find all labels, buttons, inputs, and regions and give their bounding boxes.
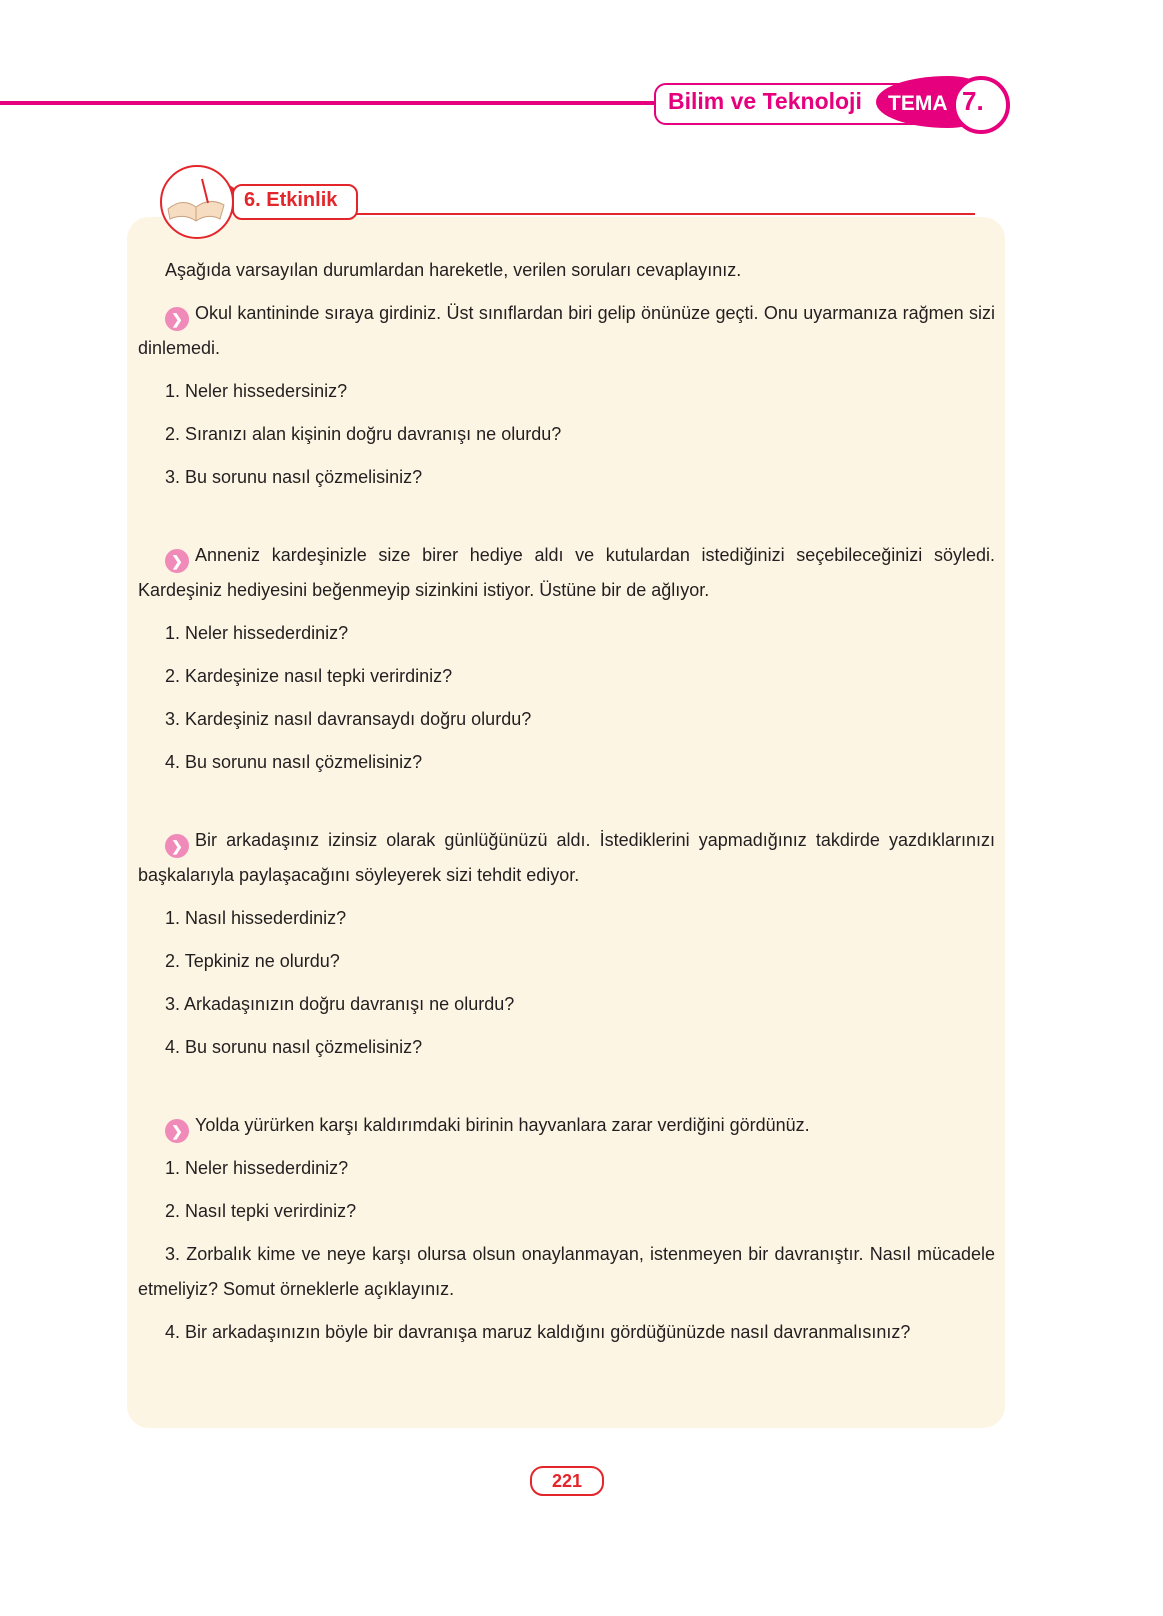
question: 1. Nasıl hissederdiniz? <box>165 908 347 928</box>
question: 1. Neler hissederdiniz? <box>165 1158 349 1178</box>
activity-title: 6. Etkinlik <box>244 189 338 211</box>
activity-content <box>138 253 995 1358</box>
question: 2. Nasıl tepki verirdiniz? <box>165 1201 357 1221</box>
question: 4. Bu sorunu nasıl çözmelisiniz? <box>165 1037 423 1057</box>
chevron-right-icon: ❯ <box>165 549 189 573</box>
chevron-right-icon: ❯ <box>165 1119 189 1143</box>
scenario-text: Anneniz kardeşinizle size birer hediye aldı ve kutulardan istediğinizi seçebileceğinizi söyledi. Kardeşiniz hediyesini beğenmeyip sizinkini istiyor. Üstüne bir de ağlıyor. <box>138 545 995 600</box>
tema-label: TEMA <box>888 92 948 115</box>
question: 3. Zorbalık kime ve neye karşı olursa olsun onaylanmayan, istenmeyen bir davranıştır. Nasıl mücadele etmeliyiz? Somut örneklerle açıklayınız. <box>138 1244 995 1299</box>
scenario-text: Bir arkadaşınız izinsiz olarak günlüğünüzü aldı. İstediklerini yapmadığınız takdirde yazdıklarınızı başkalarıyla paylaşacağını söyleyerek sizi tehdit ediyor. <box>138 830 995 885</box>
question: 3. Arkadaşınızın doğru davranışı ne olurdu? <box>165 994 515 1014</box>
scenario <box>138 538 995 608</box>
chevron-right-icon: ❯ <box>165 307 189 331</box>
scenario <box>138 823 995 893</box>
scenario <box>138 296 995 366</box>
scenario <box>138 1108 995 1143</box>
question: 2. Kardeşinize nasıl tepki verirdiniz? <box>165 666 453 686</box>
scenario-text: Okul kantininde sıraya girdiniz. Üst sınıflardan biri gelip önünüze geçti. Onu uyarmanıza rağmen sizi dinlemedi. <box>138 303 995 358</box>
question: 2. Sıranızı alan kişinin doğru davranışı ne olurdu? <box>165 424 562 444</box>
question: 1. Neler hissederdiniz? <box>165 623 349 643</box>
question: 4. Bu sorunu nasıl çözmelisiniz? <box>165 752 423 772</box>
question: 3. Bu sorunu nasıl çözmelisiniz? <box>165 467 423 487</box>
page-number: 221 <box>530 1466 604 1496</box>
header-rule <box>0 101 660 105</box>
open-book-icon <box>160 165 234 239</box>
theme-title: Bilim ve Teknoloji <box>668 88 862 114</box>
question: 3. Kardeşiniz nasıl davransaydı doğru olurdu? <box>165 709 532 729</box>
chevron-right-icon: ❯ <box>165 834 189 858</box>
instruction: Aşağıda varsayılan durumlardan hareketle, verilen soruları cevaplayınız. <box>165 260 742 280</box>
tema-number: 7. <box>962 86 984 116</box>
question: 2. Tepkiniz ne olurdu? <box>165 951 340 971</box>
question: 4. Bir arkadaşınızın böyle bir davranışa maruz kaldığını gördüğünüzde nasıl davranmalısınız? <box>165 1322 911 1342</box>
scenario-text: Yolda yürürken karşı kaldırımdaki birinin hayvanlara zarar verdiğini gördünüz. <box>195 1115 810 1135</box>
question: 1. Neler hissedersiniz? <box>165 381 348 401</box>
